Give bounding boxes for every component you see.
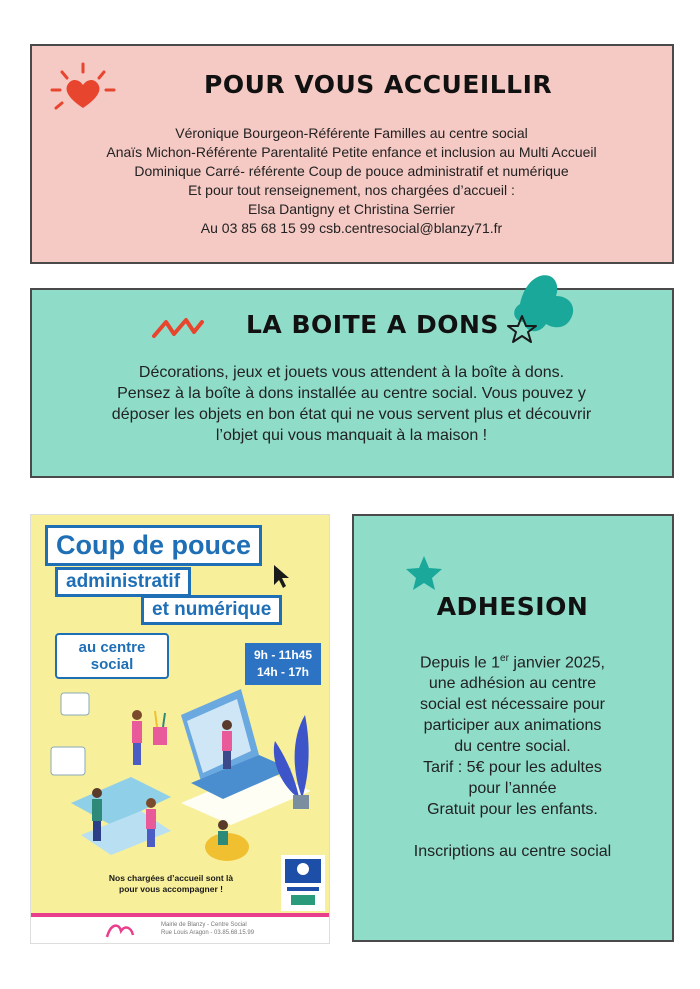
poster-subtitle-2: et numérique <box>141 595 282 625</box>
coup-de-pouce-poster <box>30 514 330 944</box>
adhesion-line: social est nécessaire pour <box>420 696 605 714</box>
poster-hours: 9h - 11h45 14h - 17h <box>245 643 321 685</box>
accueil-text <box>32 124 671 238</box>
adhesion-line: une adhésion au centre <box>428 675 597 693</box>
accueil-line: Dominique Carré- référente Coup de pouce administratif et numérique <box>134 163 569 179</box>
adhesion-box <box>352 514 674 942</box>
adhesion-line-date: Depuis le 1er janvier 2025, <box>419 653 605 672</box>
espace-social-logo-icon <box>101 919 141 941</box>
adhesion-line: pour l’année <box>468 780 557 798</box>
cursor-icon <box>271 563 295 589</box>
dons-text <box>32 362 671 446</box>
heart-sun-icon <box>48 60 118 120</box>
adhesion-line: du centre social. <box>454 738 571 756</box>
accueil-box <box>30 44 674 264</box>
dons-title: LA BOITE A DONS <box>246 310 499 339</box>
accueil-title: POUR VOUS ACCUEILLIR <box>204 70 553 99</box>
digital-workers-illustration <box>41 685 321 870</box>
accueil-line: Véronique Bourgeon-Référente Familles au centre social <box>175 125 528 141</box>
accueil-contact: Au 03 85 68 15 99 csb.centresocial@blanzy71.fr <box>200 220 503 236</box>
poster-title: Coup de pouce <box>45 525 262 566</box>
adhesion-line: Gratuit pour les enfants. <box>427 801 598 819</box>
dons-line: déposer les objets en bon état qui ne vous servent plus et découvrir <box>111 406 592 423</box>
adhesion-line: participer aux animations <box>423 717 602 735</box>
adhesion-footer: Inscriptions au centre social <box>413 843 612 861</box>
poster-subtitle-1: administratif <box>55 567 191 597</box>
caf-logo-icon <box>281 855 325 911</box>
dons-line: l’objet qui vous manquait à la maison ! <box>215 427 488 444</box>
poster-location: au centre social <box>55 633 169 679</box>
accueil-line: Elsa Dantigny et Christina Serrier <box>248 201 455 217</box>
adhesion-line: Tarif : 5€ pour les adultes <box>423 759 602 777</box>
adhesion-title: ADHESION <box>436 592 589 621</box>
dons-line: Décorations, jeux et jouets vous attendent à la boîte à dons. <box>138 364 565 381</box>
adhesion-text <box>354 648 671 862</box>
dons-line: Pensez à la boîte à dons installée au centre social. Vous pouvez y <box>117 385 586 402</box>
poster-note: Nos chargées d’accueil sont là pour vous accompagner ! <box>108 873 234 894</box>
star-icon <box>404 554 444 592</box>
zigzag-icon <box>152 316 204 340</box>
blob-star-icon <box>500 272 590 352</box>
poster-address: Mairie de Blanzy - Centre Social Rue Louis Aragon - 03.85.68.15.99 <box>161 922 255 936</box>
accueil-line: Anaïs Michon-Référente Parentalité Petite enfance et inclusion au Multi Accueil <box>106 144 597 160</box>
accueil-line: Et pour tout renseignement, nos chargées d’accueil : <box>188 182 515 198</box>
